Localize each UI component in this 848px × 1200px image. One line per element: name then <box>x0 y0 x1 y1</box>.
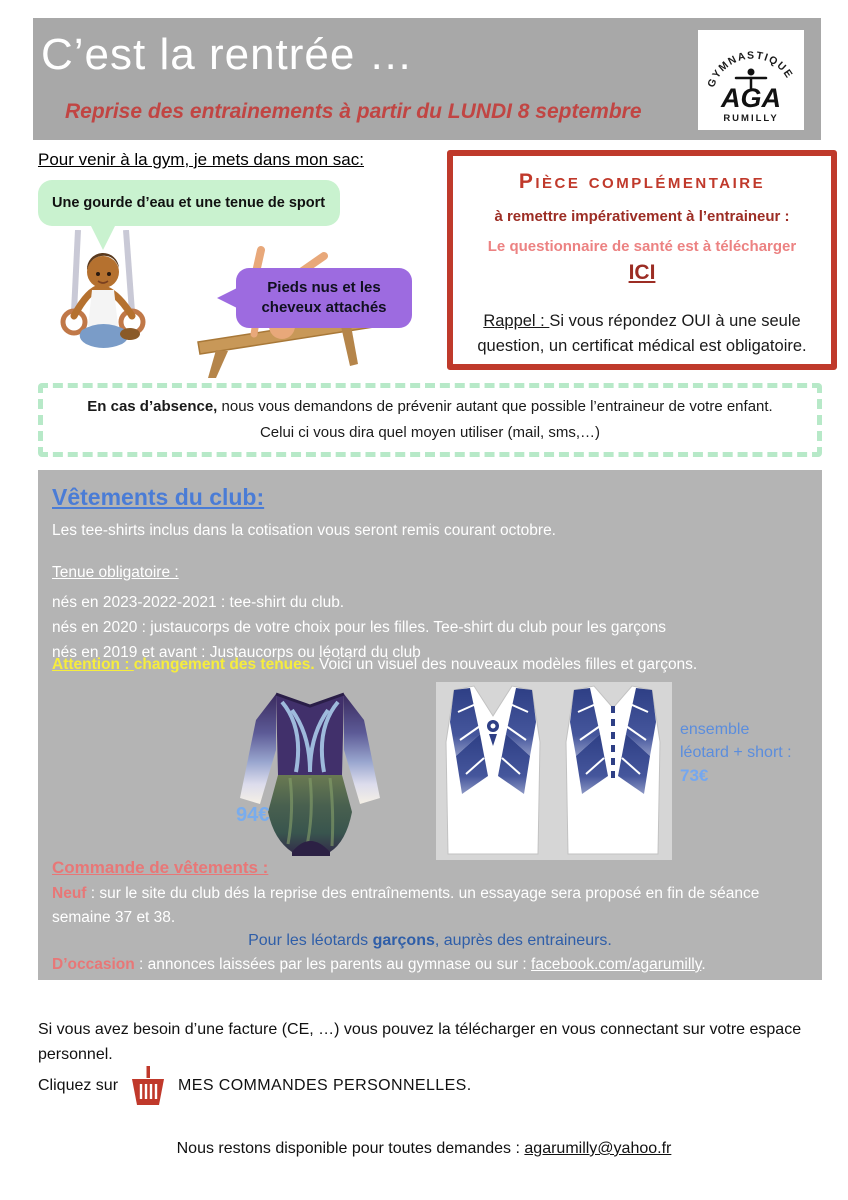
mes-commandes-link[interactable]: MES COMMANDES PERSONNELLES. <box>178 1077 472 1094</box>
ensemble-price: 73€ <box>680 766 709 786</box>
absence-box <box>38 383 822 457</box>
header-banner <box>33 18 821 140</box>
commande-heading: Commande de vêtements : <box>52 858 269 877</box>
tenue-heading: Tenue obligatoire : <box>52 564 179 581</box>
occasion-end: . <box>701 956 706 973</box>
occasion-label: D’occasion <box>52 956 135 973</box>
purple-bubble-line1: Pieds nus et les <box>267 278 381 296</box>
green-speech-bubble <box>38 180 340 226</box>
subtitle-prefix: Reprise des entrainements à partir du <box>65 100 448 123</box>
girl-leotard-price: 94€ <box>236 804 270 826</box>
garcons-bold: garçons <box>372 932 435 949</box>
neuf-paragraph <box>52 882 810 930</box>
clothes-section <box>38 470 822 980</box>
bag-heading: Pour venir à la gym, je mets dans mon sac: <box>38 150 364 169</box>
attention-rest: Voici un visuel des nouveaux modèles filles et garçons. <box>314 656 698 673</box>
girl-leotard-image <box>234 680 386 860</box>
club-logo <box>698 30 804 130</box>
piece-box-line2: Le questionnaire de santé est à télécharger <box>487 238 797 255</box>
logo-acronym: AGA <box>721 83 781 113</box>
tenue-line: nés en 2023-2022-2021 : tee-shirt du club. <box>52 594 345 611</box>
purple-bubble-line2: cheveux attachés <box>261 299 387 316</box>
occasion-text: : annonces laissées par les parents au gymnase ou sur : <box>134 956 532 973</box>
contact-line <box>0 1140 848 1158</box>
basket-icon[interactable] <box>130 1066 166 1106</box>
boy-on-rings-icon <box>63 230 143 348</box>
subtitle-date: LUNDI 8 septembre <box>447 100 642 123</box>
absence-bold: En cas d’absence, <box>87 397 218 415</box>
boys-leotard-back <box>566 686 660 854</box>
purple-speech-bubble <box>236 268 412 328</box>
piece-box-line1: à remettre impérativement à l’entraineur : <box>494 208 790 225</box>
logo-city: RUMILLY <box>723 113 779 124</box>
subtitle <box>65 100 642 124</box>
garcons-line <box>38 932 822 950</box>
facebook-link[interactable]: facebook.com/agarumilly <box>531 956 702 973</box>
attention-bold: changement des tenues. <box>133 656 315 673</box>
page-title: C’est la rentrée … <box>41 30 414 79</box>
ensemble-line1: ensemble <box>680 721 750 738</box>
rappel-text <box>461 309 823 359</box>
cliquez-row <box>38 1066 472 1106</box>
purple-bubble-tail <box>217 288 237 308</box>
contact-prefix: Nous restons disponible pour toutes demandes : <box>176 1140 525 1157</box>
clothes-intro: Les tee-shirts inclus dans la cotisation vous seront remis courant octobre. <box>52 522 556 539</box>
boys-leotard-price-label <box>680 718 792 789</box>
green-bubble-text: Une gourde d’eau et une tenue de sport <box>52 195 326 211</box>
absence-line2: Celui ci vous dira quel moyen utiliser (mail, sms,…) <box>259 424 601 441</box>
garcons-prefix: Pour les léotards <box>248 932 373 949</box>
garcons-suffix: , auprès des entraineurs. <box>434 932 612 949</box>
absence-line1 <box>43 394 817 420</box>
neuf-text: : sur le site du club dés la reprise des entraînements. un essayage sera proposé en fin de séance semaine 37 et 38. <box>52 885 760 926</box>
contact-email-link[interactable]: agarumilly@yahoo.fr <box>524 1140 672 1157</box>
ensemble-line2: léotard + short : <box>680 744 792 762</box>
rappel-label: Rappel : <box>483 312 550 330</box>
rappel-body: Si vous répondez OUI à une seule question, un certificat médical est obligatoire. <box>477 312 807 355</box>
boys-leotard-image <box>436 682 672 860</box>
cliquez-label: Cliquez sur <box>38 1077 119 1094</box>
tenue-line: nés en 2019 et avant : Justaucorps ou léotard du club <box>52 644 421 661</box>
purple-bubble-text <box>261 278 386 319</box>
occasion-paragraph <box>52 956 810 974</box>
facture-paragraph: Si vous avez besoin d’une facture (CE, …) vous pouvez la télécharger en vous connectant sur votre espace personnel. <box>38 1021 802 1063</box>
club-logo-image <box>698 30 804 130</box>
tenue-lines <box>52 590 666 665</box>
clothes-title: Vêtements du club: <box>52 484 265 510</box>
absence-rest: nous vous demandons de prévenir autant que possible l’entraineur de votre enfant. <box>217 397 773 415</box>
questionnaire-download-link[interactable]: ICI <box>628 261 656 284</box>
attention-label: Attention : <box>52 656 134 673</box>
logo-arc-text: GYMNASTIQUE <box>705 49 796 90</box>
tenue-line: nés en 2020 : justaucorps de votre choix pour les filles. Tee-shirt du club pour les garçons <box>52 619 667 636</box>
piece-complementaire-box <box>447 150 837 370</box>
neuf-label: Neuf <box>52 885 87 902</box>
attention-line <box>52 656 697 674</box>
piece-box-title: Pièce complémentaire <box>518 170 766 193</box>
